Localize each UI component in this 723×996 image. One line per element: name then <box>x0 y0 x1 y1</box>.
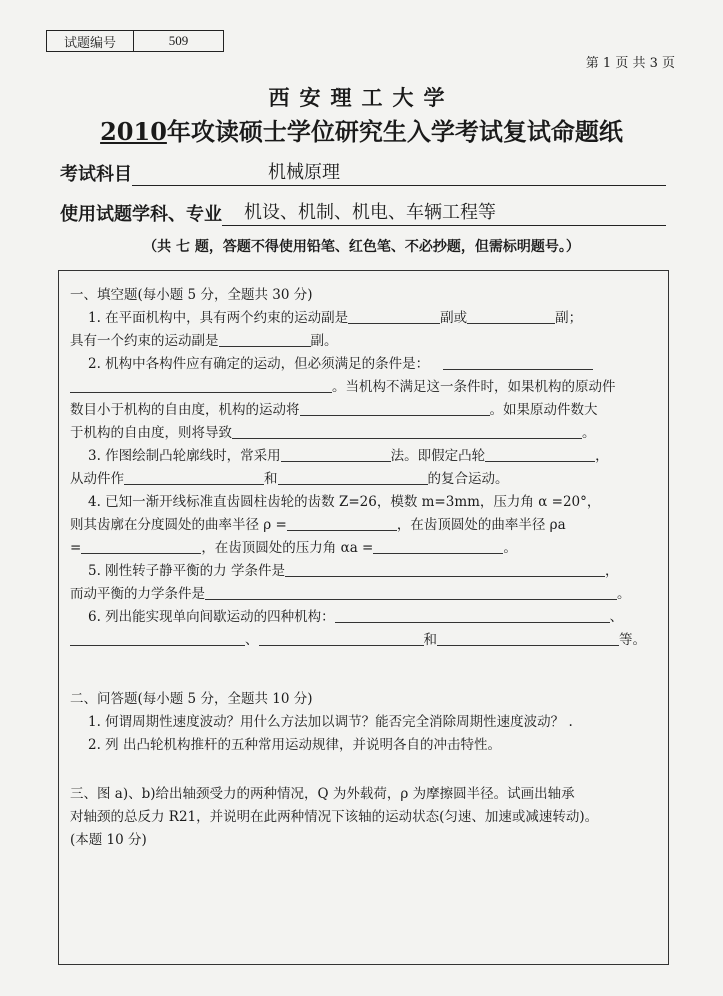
q2-line4: 于机构的自由度，则将导致 。 <box>70 425 596 441</box>
major-value: 机设、机制、机电、车辆工程等 <box>222 201 666 226</box>
page-info: 第 1 页 共 3 页 <box>585 56 675 71</box>
q2-line2: 。当机构不满足这一条件时，如果机构的原动件 <box>70 376 660 399</box>
q1-line2: 具有一个约束的运动副是 副。 <box>70 333 338 349</box>
q3-line1: 3. 作图绘制凸轮廓线时，常采用 法。即假定凸轮 ， <box>88 448 609 464</box>
exam-code-label: 试题编号 <box>47 31 134 51</box>
q5-line1: 5. 刚性转子静平衡的力 学条件是 ， <box>88 563 619 579</box>
section2-q1: 1. 何谓周期性速度波动？用什么方法加以调节？能否完全消除周期性速度波动？ . <box>88 714 573 730</box>
exam-note: （共 七 题，答题不得使用铅笔、红色笔、不必抄题，但需标明题号。） <box>143 239 580 255</box>
q4-line1: 4. 已知一渐开线标准直齿圆柱齿轮的齿数 Z=26，模数 m=3mm，压力角 α =20°， <box>88 494 601 510</box>
section3-line3: (本题 10 分) <box>70 832 147 848</box>
exam-code-box <box>46 30 224 52</box>
q5-line2: 而动平衡的力学条件是 。 <box>70 586 631 602</box>
section3-line2: 对轴颈的总反力 R21，并说明在此两种情况下该轴的运动状态(匀速、加速或减速转动)。 <box>70 809 599 825</box>
q3-line2: 从动件作 和 的复合运动。 <box>70 471 509 487</box>
university-name: 西安理工大学 <box>268 85 455 110</box>
q2-line1: 2. 机构中各构件应有确定的运动，但必须满足的条件是： <box>70 353 660 376</box>
subject-label: 考试科目 <box>60 164 132 185</box>
major-label: 使用试题学科、专业 <box>60 204 222 225</box>
q6-line2: 、 和 等。 <box>70 629 660 652</box>
q1-line1: 1. 在平面机构中，具有两个约束的运动副是 副或 副； <box>88 310 583 326</box>
section1-heading: 一、填空题(每小题 5 分，全题共 30 分) <box>70 287 313 303</box>
subject-value: 机械原理 <box>132 161 666 186</box>
q4-line3: = ，在齿顶圆处的压力角 αa = 。 <box>70 540 517 556</box>
section2-heading: 二、问答题(每小题 5 分，全题共 10 分) <box>70 691 313 707</box>
q2-line3: 数目小于机构的自由度，机构的运动将 。如果原动件数大 <box>70 402 598 418</box>
q4-line2: 则其齿廓在分度圆处的曲率半径 ρ = ，在齿顶圆处的曲率半径 ρa <box>70 517 566 533</box>
page-title <box>0 112 723 147</box>
subject-row <box>60 160 666 186</box>
question-content <box>70 284 660 852</box>
major-row <box>60 200 666 226</box>
section3-line1: 三、图 a)、b)给出轴颈受力的两种情况，Q 为外载荷，ρ 为摩擦圆半径。试画出轴承 <box>70 786 575 802</box>
title-year: 2010 <box>100 117 167 146</box>
exam-code-value: 509 <box>168 33 189 48</box>
q6-line1: 6. 列出能实现单向间歇运动的四种机构： 、 <box>88 609 624 625</box>
title-text: 年攻读硕士学位研究生入学考试复试命题纸 <box>166 117 623 146</box>
section2-q2: 2. 列 出凸轮机构推杆的五种常用运动规律，并说明各自的冲击特性。 <box>88 737 501 753</box>
